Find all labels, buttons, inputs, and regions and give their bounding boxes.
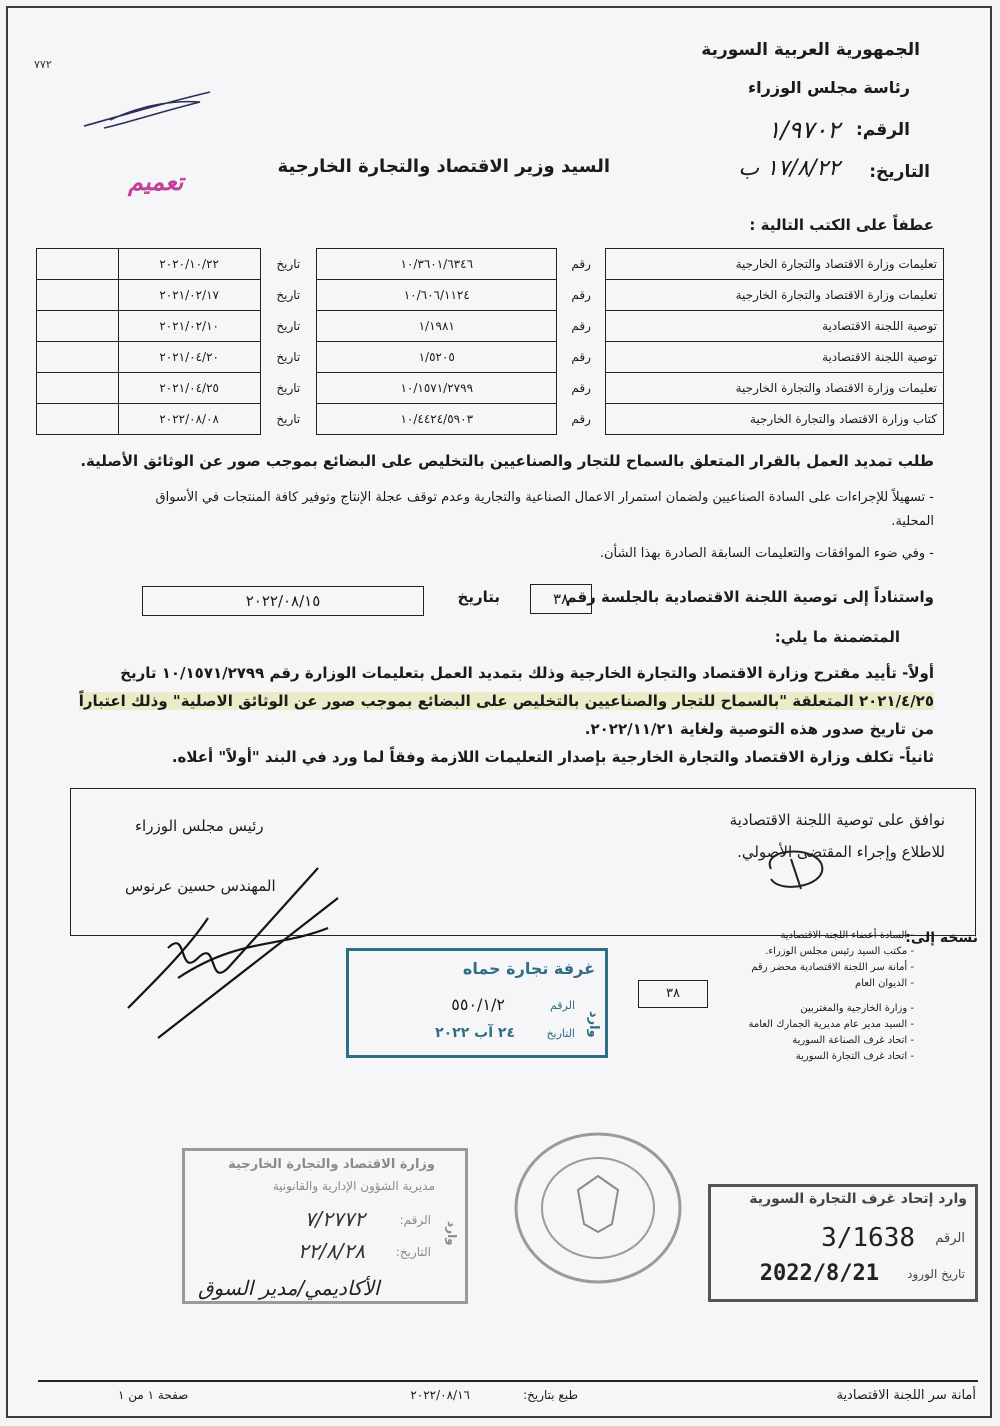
reference-date: ٢٠٢٢/٠٨/٠٨ (118, 404, 260, 435)
copy-recipient: - السادة أعضاء اللجنة الاقتصادية (780, 930, 914, 941)
copy-recipient: - الديوان العام (855, 978, 914, 989)
item-1-line-3: من تاريخ صدور هذه التوصية ولغاية ٢٠٢٢/١١/٢١. (584, 720, 934, 738)
pm-signature (118, 858, 348, 1048)
number-value: ١/٩٧٠٢ (767, 116, 840, 144)
corner-number: ٧٧٢ (34, 58, 52, 71)
reference-number: ١٠/٦٠٦/١١٢٤ (317, 280, 557, 311)
reference-blank-cell (37, 249, 119, 280)
reference-date-label: تاريخ (276, 381, 301, 395)
hama-date: ٢٤ آب ٢٠٢٢ (435, 1025, 515, 1041)
ministry-handwritten-note: الأكاديمي/مدير السوق (198, 1276, 380, 1300)
item-1-line-1: أولاً- تأييد مقترح وزارة الاقتصاد والتجارة الخارجية وذلك بتمديد العمل بتعليمات الوزارة رقم ١٠/١٥٧١/٢٧٩٩ تاريخ (120, 664, 934, 682)
reference-date-label: تاريخ (276, 257, 301, 271)
reason-1: - تسهيلاً للإجراءات على السادة الصناعيين ولضمان استمرار الاعمال الصناعية والتجارية وعدم توقف عجلة الإنتاج وتوفير كافة المنتجات في الأسواق (155, 490, 934, 505)
includes-label: المتضمنة ما يلي: (774, 628, 900, 646)
reference-row (37, 373, 944, 404)
federation-number-label: الرقم (935, 1231, 965, 1246)
reason-1-cont: المحلية. (891, 514, 934, 529)
date-value: ١٧/٨/٢٢ ب (738, 156, 840, 181)
reference-date-label: تاريخ (276, 288, 301, 302)
session-prefix: واستناداً إلى توصية اللجنة الاقتصادية بالجلسة رقم (565, 588, 934, 606)
pm-name: المهندس حسين عرنوس (125, 877, 276, 895)
reference-number-label: رقم (571, 381, 591, 395)
date-label: التاريخ: (869, 162, 930, 182)
reference-date: ٢٠٢٠/١٠/٢٢ (118, 249, 260, 280)
country-name: الجمهورية العربية السورية (701, 40, 920, 60)
pm-title: رئيس مجلس الوزراء (135, 817, 264, 835)
reference-date-label: تاريخ (276, 319, 301, 333)
session-number-box (530, 584, 592, 614)
copy-recipient: - اتحاد غرف الصناعة السورية (792, 1035, 914, 1046)
initials-signature (80, 86, 220, 136)
federation-date: 2022/8/21 (759, 1261, 879, 1286)
reference-number-label: رقم (571, 319, 591, 333)
footer-page: صفحة ١ من ١ (118, 1388, 189, 1402)
reference-row (37, 404, 944, 435)
copies-label: نسخة إلى: (905, 930, 978, 946)
reference-number: ١٠/١٥٧١/٢٧٩٩ (317, 373, 557, 404)
reference-blank-cell (37, 280, 119, 311)
reference-doc: تعليمات وزارة الاقتصاد والتجارة الخارجية (606, 373, 944, 404)
reference-blank-cell (37, 311, 119, 342)
circulate-stamp: تعميم (128, 168, 184, 196)
footer-unit: أمانة سر اللجنة الاقتصادية (836, 1388, 976, 1403)
reference-date: ٢٠٢١/٠٤/٢٥ (118, 373, 260, 404)
reference-number: ١/٥٢٠٥ (317, 342, 557, 373)
reference-number: ١٠/٣٦٠١/٦٣٤٦ (317, 249, 557, 280)
minutes-number-box (638, 980, 708, 1008)
ministry-stamp-side: وارد (445, 1221, 459, 1246)
reference-number: ١/١٩٨١ (317, 311, 557, 342)
federation-stamp-title: وارد إتحاد غرف التجارة السورية (749, 1191, 967, 1207)
reference-blank-cell (37, 342, 119, 373)
approval-line-2: للاطلاع وإجراء المقتضى الأصولي. (737, 843, 945, 861)
footer-print-label: طبع بتاريخ: (523, 1388, 578, 1402)
reference-number-label: رقم (571, 257, 591, 271)
federation-stamp (708, 1184, 978, 1302)
reference-row (37, 342, 944, 373)
references-table (36, 248, 944, 435)
reference-date: ٢٠٢١/٠٢/١٠ (118, 311, 260, 342)
reference-doc: تعليمات وزارة الاقتصاد والتجارة الخارجية (606, 280, 944, 311)
session-date: ٢٠٢٢/٠٨/١٥ (245, 592, 321, 610)
footer-print-date: ٢٠٢٢/٠٨/١٦ (410, 1388, 470, 1402)
ministry-date-label: التاريخ: (395, 1245, 431, 1259)
ministry-number-label: الرقم: (399, 1213, 431, 1227)
reference-date-label: تاريخ (276, 350, 301, 364)
reason-2: - وفي ضوء الموافقات والتعليمات السابقة الصادرة بهذا الشأن. (599, 546, 934, 561)
reference-number-label: رقم (571, 412, 591, 426)
reference-doc: كتاب وزارة الاقتصاد والتجارة الخارجية (606, 404, 944, 435)
reference-doc: توصية اللجنة الاقتصادية (606, 311, 944, 342)
hama-stamp-side: وارد (586, 1011, 601, 1038)
reference-blank-cell (37, 373, 119, 404)
reference-row (37, 280, 944, 311)
copy-recipient: - وزارة الخارجية والمغتربين (800, 1003, 914, 1014)
copy-recipient: - السيد مدير عام مديرية الجمارك العامة (748, 1019, 914, 1030)
reference-row (37, 249, 944, 280)
item-2: ثانياً- تكلف وزارة الاقتصاد والتجارة الخارجية بإصدار التعليمات اللازمة وفقاً لما ورد في البند "أولاً" أعلاه. (171, 748, 934, 766)
copy-recipient: - أمانة سر اللجنة الاقتصادية محضر رقم (751, 962, 914, 973)
hama-date-label: التاريخ (546, 1027, 575, 1040)
session-date-box (142, 586, 424, 616)
federation-date-label: تاريخ الورود (907, 1267, 965, 1281)
footer-divider (38, 1380, 978, 1382)
reference-row (37, 311, 944, 342)
approval-signature (751, 839, 851, 899)
request-text: طلب تمديد العمل بالقرار المتعلق بالسماح للتجار والصناعيين بالتخليص على البضائع بموجب صور عن الوثائق الأصلية. (80, 452, 934, 470)
copy-recipient: - مكتب السيد رئيس مجلس الوزراء. (765, 946, 914, 957)
office-name: رئاسة مجلس الوزراء (748, 78, 910, 97)
hama-chamber-stamp (346, 948, 608, 1058)
copy-recipient: - اتحاد غرف التجارة السورية (795, 1051, 914, 1062)
number-label: الرقم: (855, 120, 910, 140)
item-1-line-2: ٢٠٢١/٤/٢٥ المتعلقة "بالسماح للتجار والصناعيين بالتخليص على البضائع بموجب صور عن الوثائق الاصلية" وذلك اعتباراً (78, 692, 934, 710)
addressee: السيد وزير الاقتصاد والتجارة الخارجية (277, 156, 610, 177)
hama-number: ٥٥٠/١/٢ (451, 995, 505, 1014)
reference-date: ٢٠٢١/٠٤/٢٠ (118, 342, 260, 373)
reference-date-label: تاريخ (276, 412, 301, 426)
approval-line-1: نوافق على توصية اللجنة الاقتصادية (729, 811, 945, 829)
hama-stamp-title: غرفة تجارة حماه (462, 959, 595, 978)
ministry-date: ٢٢/٨/٢٨ (297, 1239, 365, 1263)
ministry-stamp-line-2: مديرية الشؤون الإدارية والقانونية (272, 1179, 435, 1193)
reference-number: ١٠/٤٤٢٤/٥٩٠٣ (317, 404, 557, 435)
reference-doc: تعليمات وزارة الاقتصاد والتجارة الخارجية (606, 249, 944, 280)
document-page (6, 6, 992, 1418)
federation-number: 3/1638 (821, 1223, 915, 1253)
council-seal (508, 1128, 688, 1288)
session-number: ٣٨ (552, 590, 570, 608)
ministry-stamp-line-1: وزارة الاقتصاد والتجارة الخارجية (228, 1157, 435, 1172)
reference-doc: توصية اللجنة الاقتصادية (606, 342, 944, 373)
reference-date: ٢٠٢١/٠٢/١٧ (118, 280, 260, 311)
reference-number-label: رقم (571, 350, 591, 364)
hama-number-label: الرقم (549, 999, 575, 1012)
minutes-number: ٣٨ (666, 986, 680, 1001)
copies-list (749, 930, 914, 1067)
session-date-label: بتاريخ (457, 588, 500, 606)
reference-blank-cell (37, 404, 119, 435)
intro-text: عطفاً على الكتب التالية : (749, 216, 934, 234)
reference-number-label: رقم (571, 288, 591, 302)
ministry-number: ٧/٢٧٧٢ (304, 1207, 365, 1231)
